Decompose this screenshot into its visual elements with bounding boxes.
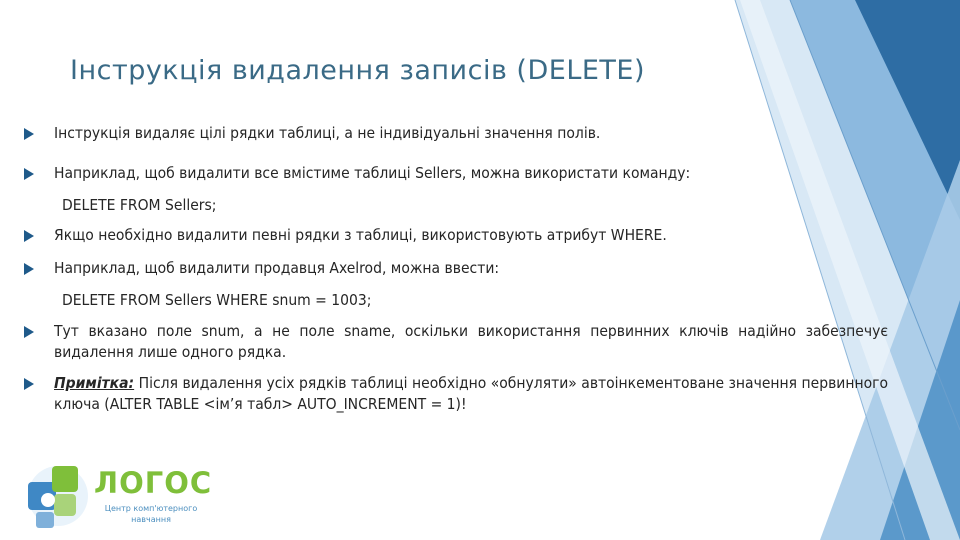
bullet-icon	[24, 168, 34, 180]
bullet-text-4: Наприклад, щоб видалити продавця Axelrod, можна ввести:	[54, 259, 500, 277]
bullet-text-1: Інструкція видаляє цілі рядки таблиці, а не індивідуальні значення полів.	[54, 124, 601, 142]
code-line-1: DELETE FROM Sellers;	[62, 196, 217, 214]
slide-title: Інструкція видалення записів (DELETE)	[70, 55, 646, 86]
code-line-2: DELETE FROM Sellers WHERE snum = 1003;	[62, 291, 372, 309]
note-text	[54, 373, 888, 415]
bullet-icon	[24, 128, 34, 140]
note-body: Після видалення усіх рядків таблиці необхідно «обнуляти» автоінкементоване значення первинного ключа (ALTER TABLE <ім’я табл> AUTO_INCREMENT = 1)!	[54, 374, 888, 413]
note-label: Примітка:	[54, 374, 135, 392]
bullet-icon	[24, 326, 34, 338]
logo-name: ЛОГОС	[94, 466, 213, 500]
bullet-icon	[24, 378, 34, 390]
bullet-icon	[24, 230, 34, 242]
bullet-text-5: Тут вказано поле snum, а не поле sname, оскільки використання первинних ключів надійно забезпечує видалення лише одного рядка.	[54, 322, 888, 361]
logo-subtitle: Центр комп'ютерного навчання	[104, 504, 198, 524]
bullet-text-3: Якщо необхідно видалити певні рядки з таблиці, використовують атрибут WHERE.	[54, 226, 667, 244]
bullet-text-2: Наприклад, щоб видалити все вмістиме таблиці Sellers, можна використати команду:	[54, 164, 691, 182]
bullet-icon	[24, 263, 34, 275]
